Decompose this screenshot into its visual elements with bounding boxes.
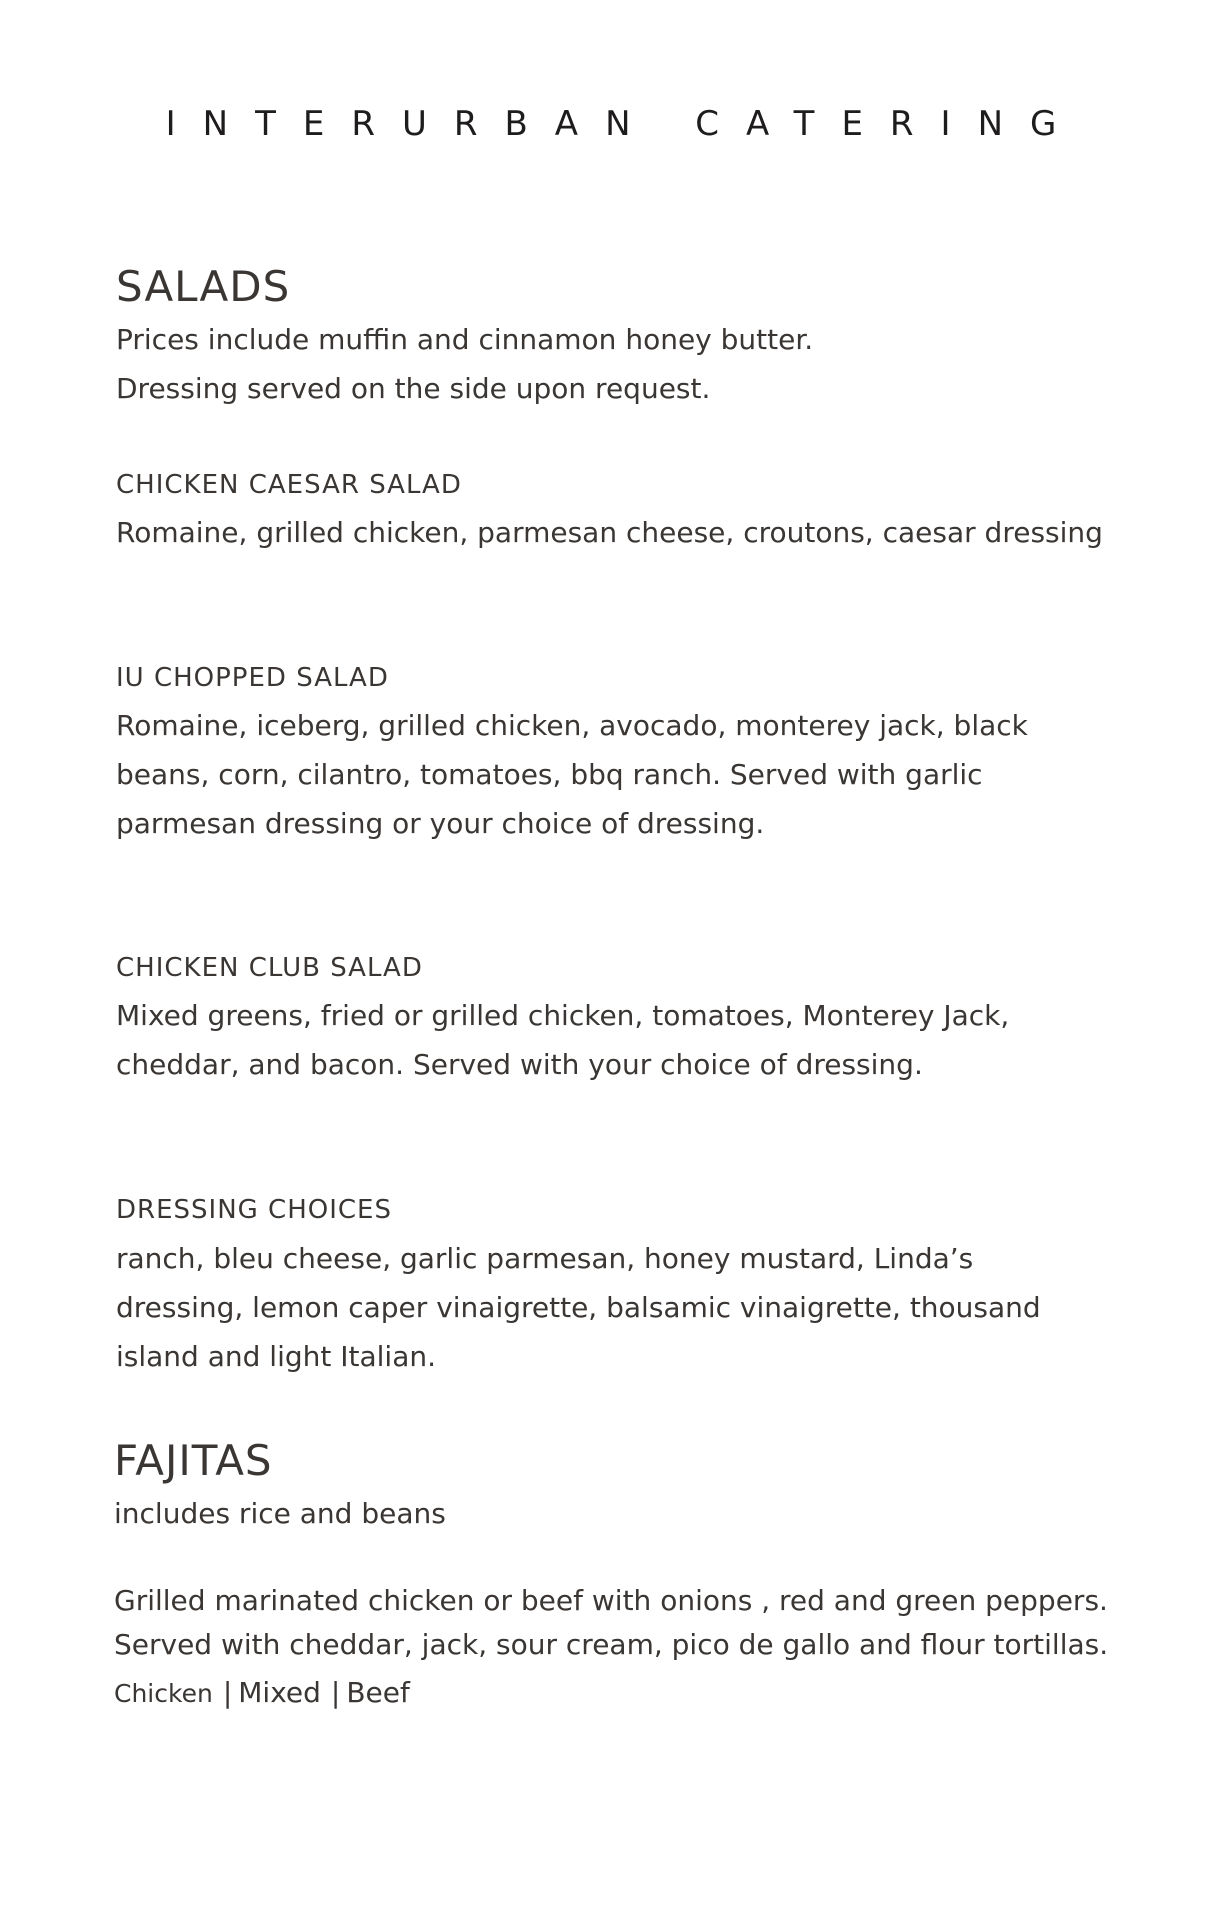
option-separator: | <box>330 1676 341 1709</box>
salads-note-line2: Dressing served on the side upon request. <box>116 372 711 405</box>
option-mixed: Mixed <box>238 1676 321 1709</box>
salads-heading: SALADS <box>116 262 291 311</box>
fajitas-description-line1: Grilled marinated chicken or beef with onions , red and green peppers. <box>114 1584 1108 1617</box>
salads-note-line1: Prices include muffin and cinnamon honey butter. <box>116 323 814 356</box>
menu-item-description: Mixed greens, fried or grilled chicken, tomatoes, Monterey Jack, cheddar, and bacon. Served with your choice of dressing. <box>116 999 1010 1081</box>
menu-item-name: IU CHOPPED SALAD <box>116 663 389 693</box>
menu-item-name: CHICKEN CLUB SALAD <box>116 953 423 983</box>
option-beef: Beef <box>346 1676 410 1709</box>
fajitas-description-line2: Served with cheddar, jack, sour cream, pico de gallo and flour tortillas. <box>114 1628 1109 1661</box>
option-separator: | <box>222 1676 233 1709</box>
option-chicken: Chicken <box>114 1679 213 1708</box>
menu-item-description: Romaine, grilled chicken, parmesan cheese, croutons, caesar dressing <box>116 516 1103 549</box>
fajitas-options <box>114 1676 410 1709</box>
fajitas-heading: FAJITAS <box>114 1436 273 1485</box>
fajitas-subtitle: includes rice and beans <box>114 1497 446 1530</box>
brand-title: INTERURBAN CATERING <box>165 104 1084 144</box>
menu-item-name: CHICKEN CAESAR SALAD <box>116 470 462 500</box>
menu-item-description: Romaine, iceberg, grilled chicken, avocado, monterey jack, black beans, corn, cilantro, tomatoes, bbq ranch. Served with garlic parmesan dressing or your choice of dressing. <box>116 709 1028 840</box>
dressing-choices-title: DRESSING CHOICES <box>116 1195 392 1225</box>
dressing-choices-list: ranch, bleu cheese, garlic parmesan, honey mustard, Linda’s dressing, lemon caper vinaigrette, balsamic vinaigrette, thousand island and light Italian. <box>116 1242 1041 1373</box>
